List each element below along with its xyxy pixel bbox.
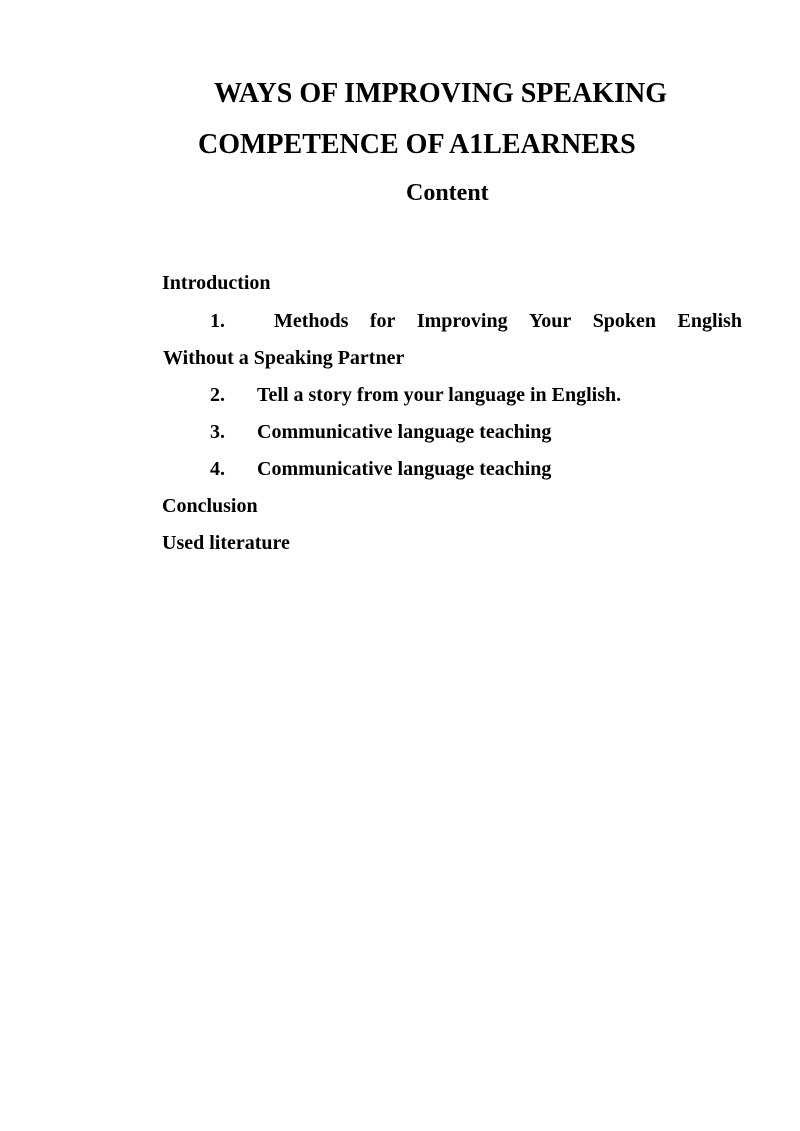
toc-item-1-line xyxy=(274,311,742,331)
toc-item-3-text: Communicative language teaching xyxy=(257,421,552,443)
content-heading: Content xyxy=(406,180,489,206)
document-title-line-1: WAYS OF IMPROVING SPEAKING xyxy=(214,78,667,109)
toc-item-1-word: for xyxy=(369,310,396,332)
toc-item-1-word: Your xyxy=(529,310,572,332)
toc-introduction: Introduction xyxy=(162,272,271,294)
toc-item-2-text: Tell a story from your language in English. xyxy=(257,384,622,406)
toc-item-4-number: 4. xyxy=(210,458,225,480)
toc-item-1-continuation: Without a Speaking Partner xyxy=(163,347,405,369)
toc-item-3-number: 3. xyxy=(210,421,225,443)
toc-item-1-number: 1. xyxy=(210,310,225,332)
toc-item-1-word: Improving xyxy=(416,310,508,332)
document-title-line-2: COMPETENCE OF A1LEARNERS xyxy=(198,129,636,160)
toc-item-4-text: Communicative language teaching xyxy=(257,458,552,480)
toc-item-2-number: 2. xyxy=(210,384,225,406)
toc-conclusion: Conclusion xyxy=(162,495,258,517)
toc-used-literature: Used literature xyxy=(162,532,290,554)
toc-item-1-word: Methods xyxy=(274,310,349,332)
toc-item-1-word: Spoken xyxy=(592,310,657,332)
toc-item-1-word: English xyxy=(677,310,742,332)
